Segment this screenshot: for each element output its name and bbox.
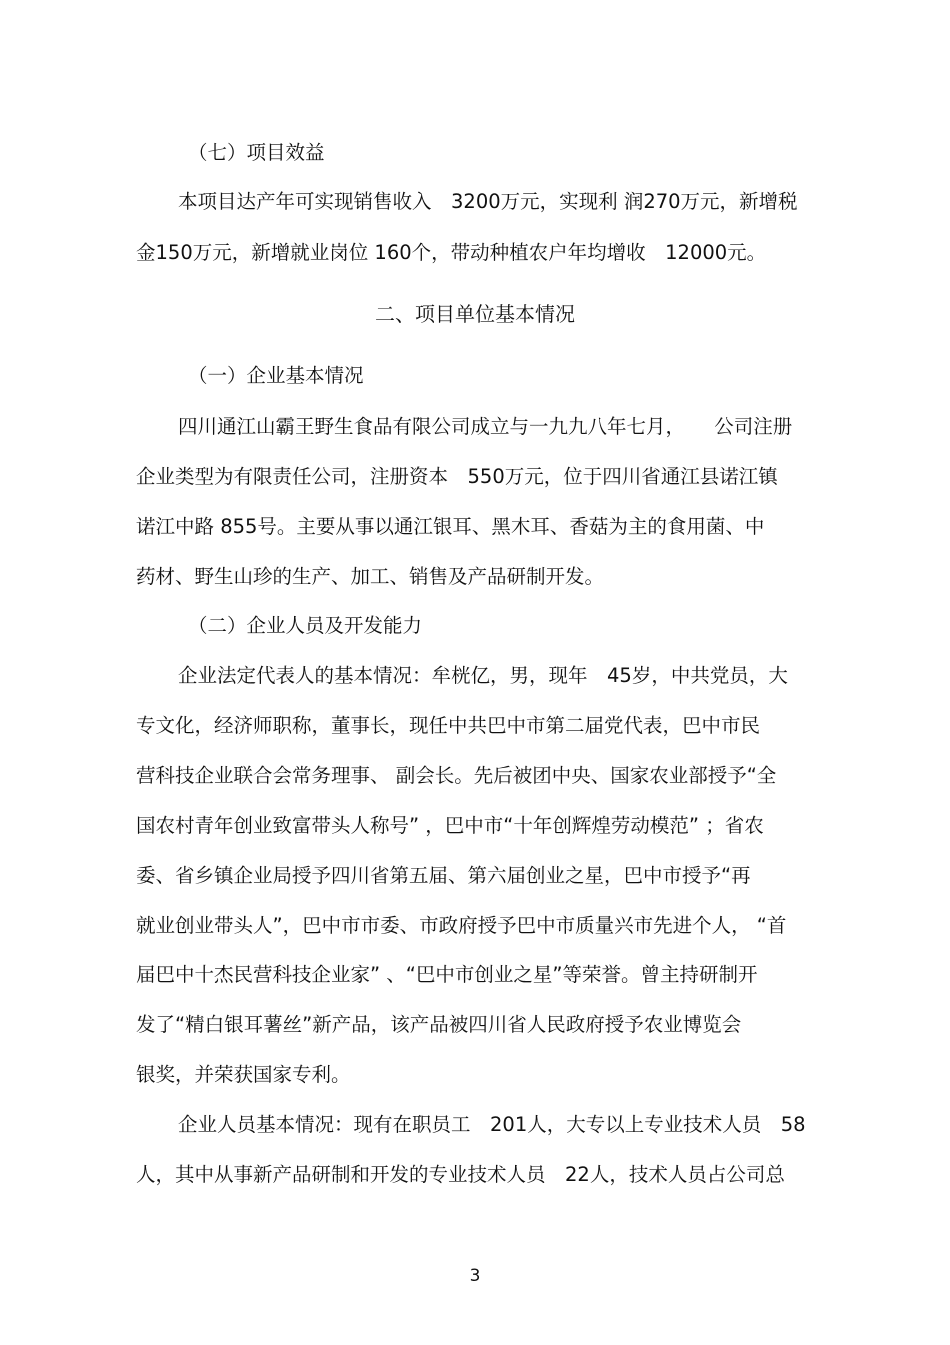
heading-project-benefit: （七）项目效益: [188, 141, 325, 164]
legal-rep-line-1: 企业法定代表人的基本情况：牟桄亿，男，现年 45岁，中共党员，大: [178, 664, 788, 687]
legal-rep-line-2: 专文化，经济师职称，董事长，现任中共巴中市第二届党代表，巴中市民: [136, 714, 761, 737]
legal-rep-line-4: 国农村青年创业致富带头人称号” ，巴中市“十年创辉煌劳动模范” ；省农: [136, 814, 764, 837]
company-line-1: 四川通江山霸王野生食品有限公司成立与一九九八年七月， 公司注册: [178, 415, 793, 438]
company-line-3: 诺江中路 855号。主要从事以通江银耳、黑木耳、香菇为主的食用菌、中: [136, 515, 765, 538]
legal-rep-line-3: 营科技企业联合会常务理事、 副会长。先后被团中央、国家农业部授予“全: [136, 764, 777, 787]
legal-rep-line-9: 银奖，并荣获国家专利。: [136, 1063, 351, 1086]
benefit-line-1: 本项目达产年可实现销售收入 3200万元，实现利 润270万元，新增税: [178, 190, 798, 213]
heading-company-basic: （一）企业基本情况: [188, 364, 364, 387]
legal-rep-line-5: 委、省乡镇企业局授予四川省第五届、第六届创业之星，巴中市授予“再: [136, 864, 751, 887]
section-title: 二、项目单位基本情况: [375, 302, 575, 326]
legal-rep-line-8: 发了“精白银耳薯丝”新产品，该产品被四川省人民政府授予农业博览会: [136, 1013, 742, 1036]
legal-rep-line-7: 届巴中十杰民营科技企业家” 、“巴中市创业之星”等荣誉。曾主持研制开: [136, 963, 758, 986]
heading-staff-capability: （二）企业人员及开发能力: [188, 614, 423, 637]
company-line-2: 企业类型为有限责任公司，注册资本 550万元，位于四川省通江县诺江镇: [136, 465, 778, 488]
staff-line-1: 企业人员基本情况：现有在职员工 201人，大专以上专业技术人员 58: [178, 1113, 806, 1136]
legal-rep-line-6: 就业创业带头人”，巴中市市委、市政府授予巴中市质量兴市先进个人， “首: [136, 914, 787, 937]
page-number: 3: [469, 1266, 481, 1286]
benefit-line-2: 金150万元，新增就业岗位 160个，带动种植农户年均增收 12000元。: [136, 241, 767, 264]
company-line-4: 药材、野生山珍的生产、加工、销售及产品研制开发。: [136, 565, 605, 588]
staff-line-2: 人，其中从事新产品研制和开发的专业技术人员 22人，技术人员占公司总: [136, 1163, 785, 1186]
